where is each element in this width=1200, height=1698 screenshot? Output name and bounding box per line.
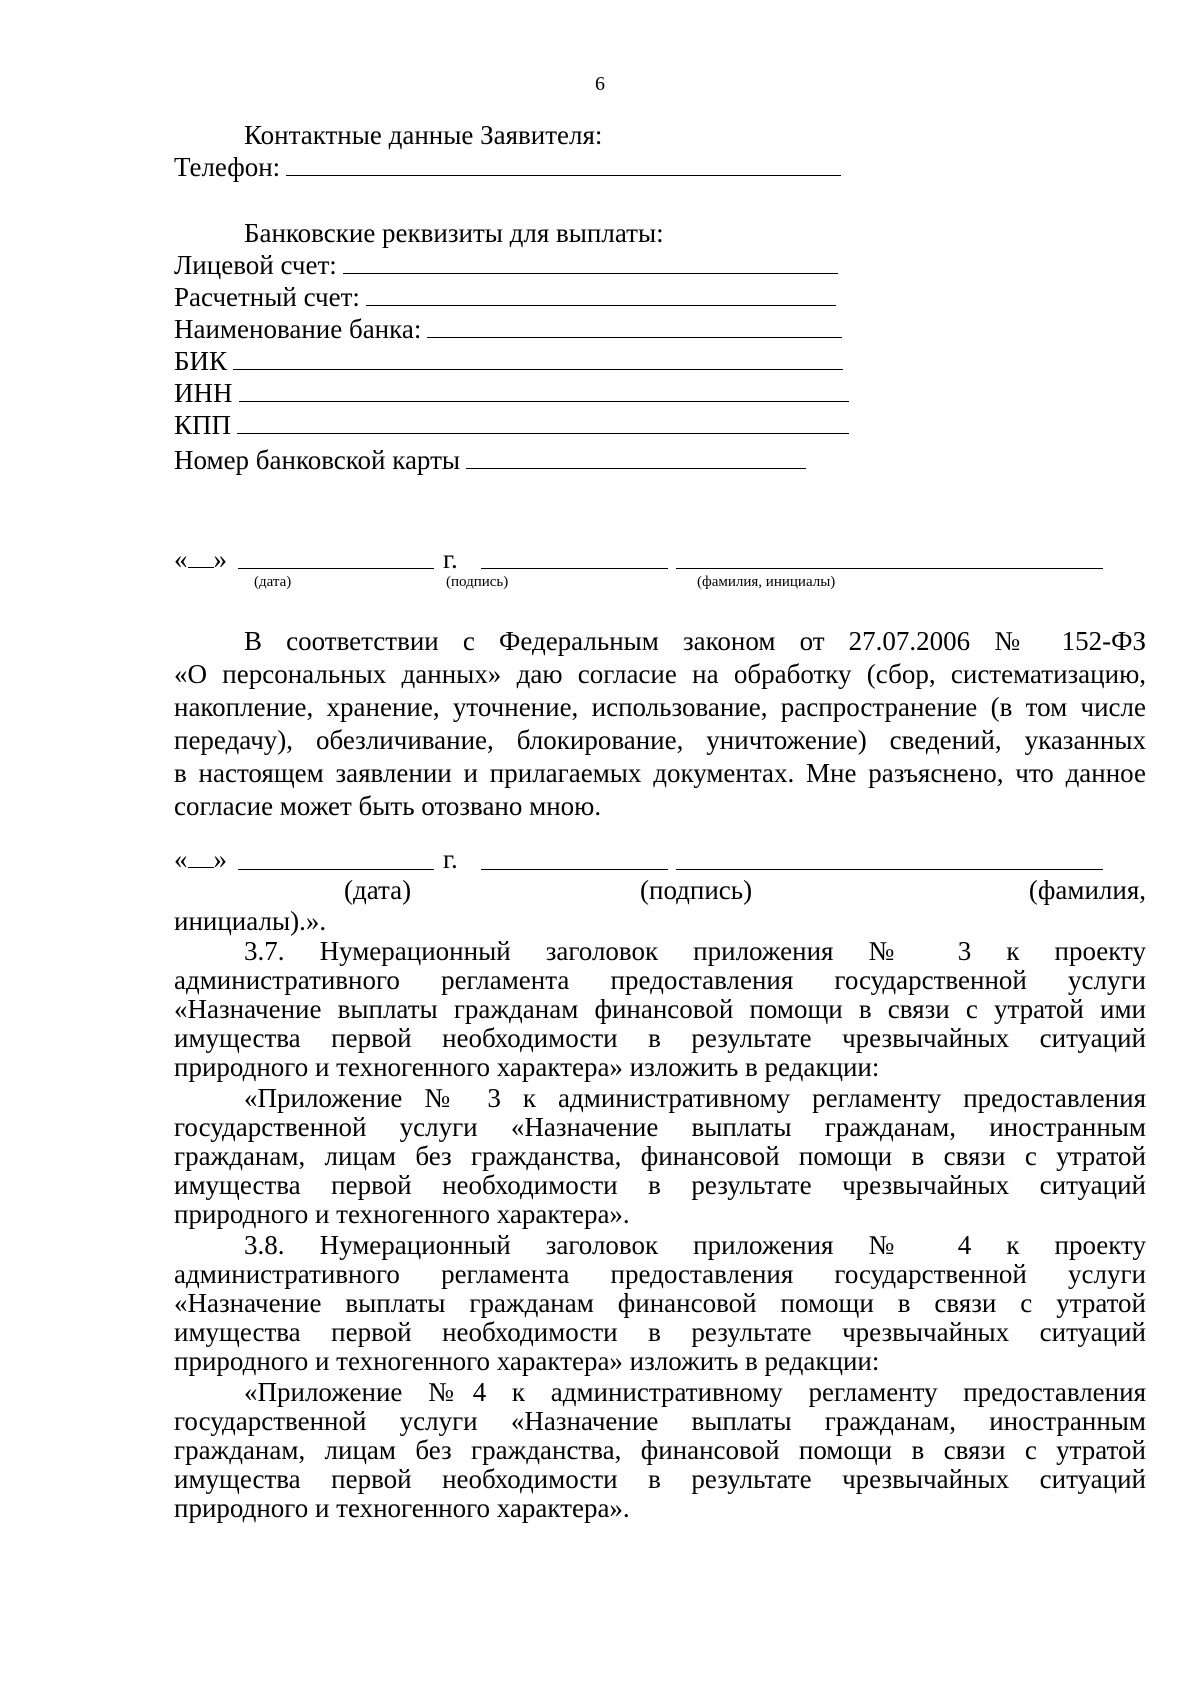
appendix-4-line-5: природного и техногенного характера». [174,1493,630,1523]
appendix-3-line-4: имущества первой необходимости в результате чрезвычайных ситуаций [174,1170,1146,1200]
settlement-account-field[interactable] [366,285,836,306]
phone-field[interactable] [286,155,841,176]
item-3-7-line-3: «Назначение выплаты гражданам финансовой помощи в связи с утратой ими [174,994,1146,1024]
appendix-3-line-2: государственной услуги «Назначение выплаты гражданам, иностранным [174,1112,1146,1142]
bank-name-field[interactable] [427,317,842,338]
sig1-name-field[interactable] [676,568,1103,569]
item-3-7-line-2: административного регламента предоставления государственной услуги [174,965,1146,995]
inn-field[interactable] [239,381,849,402]
sig2-date-quotes: « » [174,844,227,874]
sig2-name-caption-cont: инициалы).». [174,906,327,936]
contacts-heading: Контактные данные Заявителя: [244,120,603,150]
item-3-8-line-4: имущества первой необходимости в результате чрезвычайных ситуаций [174,1317,1146,1347]
inn-label: ИНН [174,378,233,408]
sig2-signature-field[interactable] [481,869,668,870]
consent-line-2: «О персональных данных» даю согласие на обработку (сбор, систематизацию, [174,659,1146,689]
sig1-signature-field[interactable] [481,568,668,569]
personal-account-row [174,252,838,279]
sig2-date-field[interactable] [238,869,434,870]
inn-row [174,380,849,407]
card-number-field[interactable] [466,448,806,469]
sig1-year-suffix: г. [443,544,458,574]
sig2-day-field[interactable] [188,847,214,868]
appendix-4-line-1: «Приложение №4 к административному регламенту предоставления [244,1377,1146,1407]
consent-line-4: передачу), обезличивание, блокирование, уничтожение) сведений, указанных [174,725,1146,755]
appendix-4-line-4: имущества первой необходимости в результате чрезвычайных ситуаций [174,1464,1146,1494]
item-3-8-line-1: 3.8. Нумерационный заголовок приложения № 4 к проекту [244,1230,1146,1260]
sig1-day-field[interactable] [188,547,214,568]
item-3-8-line-3: «Назначение выплаты гражданам финансовой помощи в связи с утратой [174,1288,1146,1318]
sig2-name-field[interactable] [676,869,1103,870]
bank-heading: Банковские реквизиты для выплаты: [244,218,664,248]
bik-label: БИК [174,346,228,376]
page-number: 6 [595,73,605,95]
personal-account-label: Лицевой счет: [174,250,337,280]
sig2-signature-caption: (подпись) [640,875,753,905]
sig1-date-quotes: « » [174,544,227,574]
sig2-date-caption: (дата) [344,875,412,905]
sig1-date-field[interactable] [238,568,434,569]
item-3-8-line-5: природного и техногенного характера» изложить в редакции: [174,1346,880,1376]
bank-name-row [174,316,842,343]
personal-account-field[interactable] [343,253,838,274]
appendix-3-line-1: «Приложение № 3 к административному регламенту предоставления [244,1083,1146,1113]
settlement-account-label: Расчетный счет: [174,282,360,312]
sig1-date-caption: (дата) [254,574,292,590]
appendix-3-line-3: гражданам, лицам без гражданства, финансовой помощи в связи с утратой [174,1141,1146,1171]
item-3-7-line-4: имущества первой необходимости в результате чрезвычайных ситуаций [174,1023,1146,1053]
kpp-field[interactable] [237,413,849,434]
sig2-year-suffix: г. [443,844,458,874]
consent-line-3: накопление, хранение, уточнение, использование, распространение (в том числе [174,692,1146,722]
phone-label: Телефон: [174,152,281,182]
appendix-3-line-5: природного и техногенного характера». [174,1199,630,1229]
consent-line-1: В соответствии с Федеральным законом от 27.07.2006 № 152-ФЗ [244,626,1146,656]
bik-field[interactable] [233,349,843,370]
appendix-4-line-3: гражданам, лицам без гражданства, финансовой помощи в связи с утратой [174,1435,1146,1465]
consent-line-5: в настоящем заявлении и прилагаемых документах. Мне разъяснено, что данное [174,758,1146,788]
card-number-label: Номер банковской карты [174,445,461,475]
kpp-row [174,412,849,439]
item-3-7-line-1: 3.7. Нумерационный заголовок приложения № 3 к проекту [244,936,1146,966]
appendix-4-line-2: государственной услуги «Назначение выплаты гражданам, иностранным [174,1406,1146,1436]
phone-row [174,154,841,181]
item-3-8-line-2: административного регламента предоставления государственной услуги [174,1259,1146,1289]
sig1-signature-caption: (подпись) [446,574,509,590]
settlement-account-row [174,284,836,311]
bank-name-label: Наименование банка: [174,314,422,344]
sig1-name-caption: (фамилия, инициалы) [697,574,836,590]
sig2-name-caption: (фамилия, [1028,875,1146,905]
kpp-label: КПП [174,410,232,440]
item-3-7-line-5: природного и техногенного характера» изложить в редакции: [174,1052,880,1082]
consent-line-6: согласие может быть отозвано мною. [174,791,602,821]
card-number-row [174,447,806,474]
bik-row [174,348,843,375]
